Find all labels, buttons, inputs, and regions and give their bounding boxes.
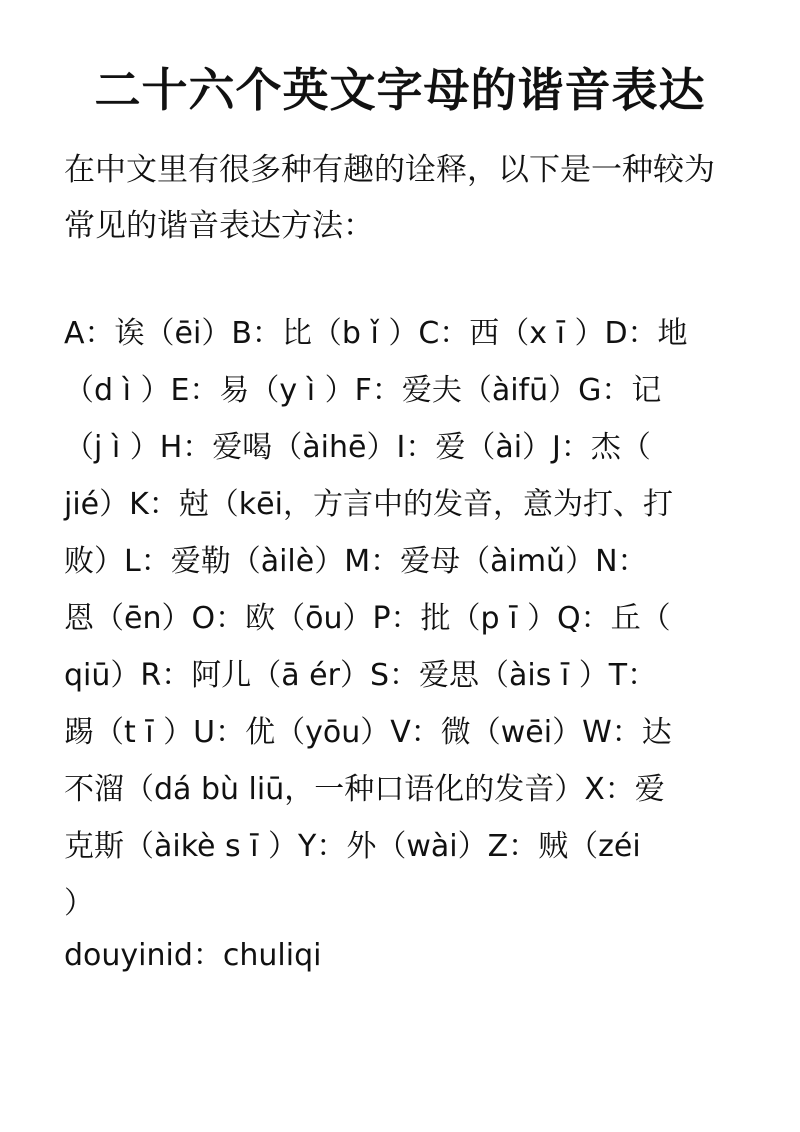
alphabet-homophones xyxy=(64,305,764,932)
body-line: 不溜（dá bù liū，一种口语化的发音）X：爱 xyxy=(64,772,665,807)
intro-line: 常见的谐音表达方法： xyxy=(64,208,374,244)
body-line: 恩（ēn）O：欧（ōu）P：批（p ī ）Q：丘（ xyxy=(64,601,671,636)
intro-paragraph xyxy=(64,142,754,254)
body-line: 败）L：爱勒（àilè）M：爱母（àimǔ）N： xyxy=(64,544,648,579)
body-line: A：诶（ēi）B：比（b ǐ ）C：西（x ī ）D：地 xyxy=(64,316,688,351)
body-line: （j ì ）H：爱喝（àihē）I：爱（ài）J：杰（ xyxy=(64,430,651,465)
document-title: 二十六个英文字母的谐音表达 xyxy=(94,63,706,117)
body-line: ） xyxy=(64,886,94,921)
body-line: 克斯（àikè s ī ）Y：外（wài）Z：贼（zéi xyxy=(64,829,641,864)
body-line: （d ì ）E：易（y ì ）F：爱夫（àifū）G：记 xyxy=(64,373,662,408)
author-footer: douyinid：chuliqi xyxy=(64,938,322,973)
body-line: jié）K：尅（kēi，方言中的发音，意为打、打 xyxy=(64,487,673,522)
body-line: 踢（t ī ）U：优（yōu）V：微（wēi）W：达 xyxy=(64,715,672,750)
intro-line: 在中文里有很多种有趣的诠释，以下是一种较为 xyxy=(64,152,715,188)
body-line: qiū）R：阿儿（ā ér）S：爱思（àis ī ）T： xyxy=(64,658,658,693)
